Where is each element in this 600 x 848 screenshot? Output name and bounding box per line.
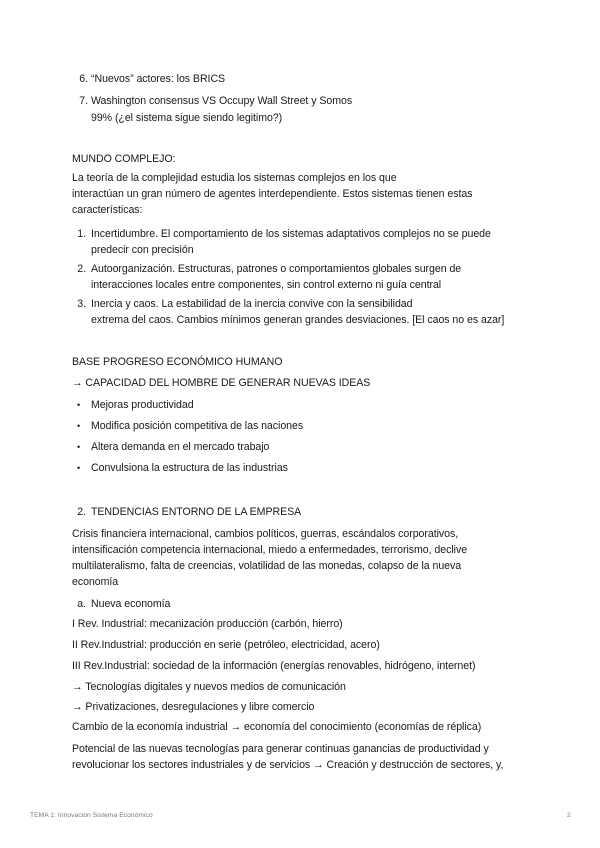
paragraph-line: características: xyxy=(72,204,143,216)
bullet-icon: • xyxy=(77,442,81,452)
list-item-text: “Nuevos” actores: los BRICS xyxy=(91,73,226,85)
paragraph-line: Potencial de las nuevas tecnologías para generar continuas ganancias de productividad y xyxy=(72,743,489,755)
paragraph-line: Crisis financiera internacional, cambios políticos, guerras, escándalos corporativos, xyxy=(72,528,459,540)
paragraph-line: La teoría de la complejidad estudia los sistemas complejos en los que xyxy=(72,172,397,184)
page-number: 2 xyxy=(567,812,571,819)
list-number: 7. xyxy=(79,95,88,107)
paragraph-line: interactúan un gran número de agentes interdependiente. Estos sistemas tienen estas xyxy=(72,188,473,200)
bullet-icon: • xyxy=(77,400,81,410)
text-line: → Tecnologías digitales y nuevos medios de comunicación xyxy=(72,681,346,693)
text-line: III Rev.Industrial: sociedad de la información (energías renovables, hidrógeno, internet) xyxy=(72,660,476,672)
bullet-icon: • xyxy=(77,463,81,473)
bullet-item-text: Modifica posición competitiva de las naciones xyxy=(91,420,304,432)
list-number: 2. xyxy=(77,263,86,275)
list-item-text: predecir con precisión xyxy=(91,244,194,256)
bullet-item-text: Convulsiona la estructura de las industrias xyxy=(91,462,288,474)
list-item-text: Incertidumbre. El comportamiento de los sistemas adaptativos complejos no se puede xyxy=(91,228,491,240)
text-line: I Rev. Industrial: mecanización producción (carbón, hierro) xyxy=(72,618,343,630)
paragraph-line: intensificación competencia internacional, miedo a enfermedades, terrorismo, declive xyxy=(72,544,468,556)
list-item-text: interacciones locales entre componentes, sin control externo ni guía central xyxy=(91,279,442,291)
list-item-text: 99% (¿el sistema sigue siendo legitimo?) xyxy=(91,112,283,124)
section-number: 2. xyxy=(77,506,86,518)
bullet-item-text: Mejoras productividad xyxy=(91,399,194,411)
list-item-text: extrema del caos. Cambios mínimos generan grandes desviaciones. [El caos no es azar] xyxy=(91,314,505,326)
text-line: Cambio de la economía industrial → economía del conocimiento (economías de réplica) xyxy=(72,721,482,733)
list-item-text: Autoorganización. Estructuras, patrones o comportamientos globales surgen de xyxy=(91,263,462,275)
bullet-icon: • xyxy=(77,421,81,431)
bullet-item-text: Altera demanda en el mercado trabajo xyxy=(91,441,270,453)
text-line: II Rev.Industrial: producción en serie (petróleo, electricidad, acero) xyxy=(72,639,380,651)
paragraph-line: revolucionar los sectores industriales y de servicios → Creación y destrucción de sectores, y, xyxy=(72,759,504,771)
footer-title: TEMA 1: Innovacion Sistema Económico xyxy=(30,812,153,819)
list-item-text: Washington consensus VS Occupy Wall Street y Somos xyxy=(91,95,353,107)
subsection-heading: Nueva economía xyxy=(91,598,171,610)
list-number: 1. xyxy=(77,228,86,240)
list-number: 3. xyxy=(77,298,86,310)
list-letter: a. xyxy=(77,598,86,610)
list-number: 6. xyxy=(79,73,88,85)
arrow-line: → CAPACIDAD DEL HOMBRE DE GENERAR NUEVAS IDEAS xyxy=(72,377,371,389)
paragraph-line: economía xyxy=(72,576,119,588)
section-heading-base: BASE PROGRESO ECONÓMICO HUMANO xyxy=(72,356,283,368)
paragraph-line: multilateralismo, falta de creencias, volatilidad de las monedas, colapso de la nueva xyxy=(72,560,462,572)
list-item-text: Inercia y caos. La estabilidad de la inercia convive con la sensibilidad xyxy=(91,298,413,310)
section-heading-tendencias: TENDENCIAS ENTORNO DE LA EMPRESA xyxy=(91,506,302,518)
text-line: → Privatizaciones, desregulaciones y libre comercio xyxy=(72,701,315,713)
section-heading-mundo: MUNDO COMPLEJO: xyxy=(72,153,176,165)
